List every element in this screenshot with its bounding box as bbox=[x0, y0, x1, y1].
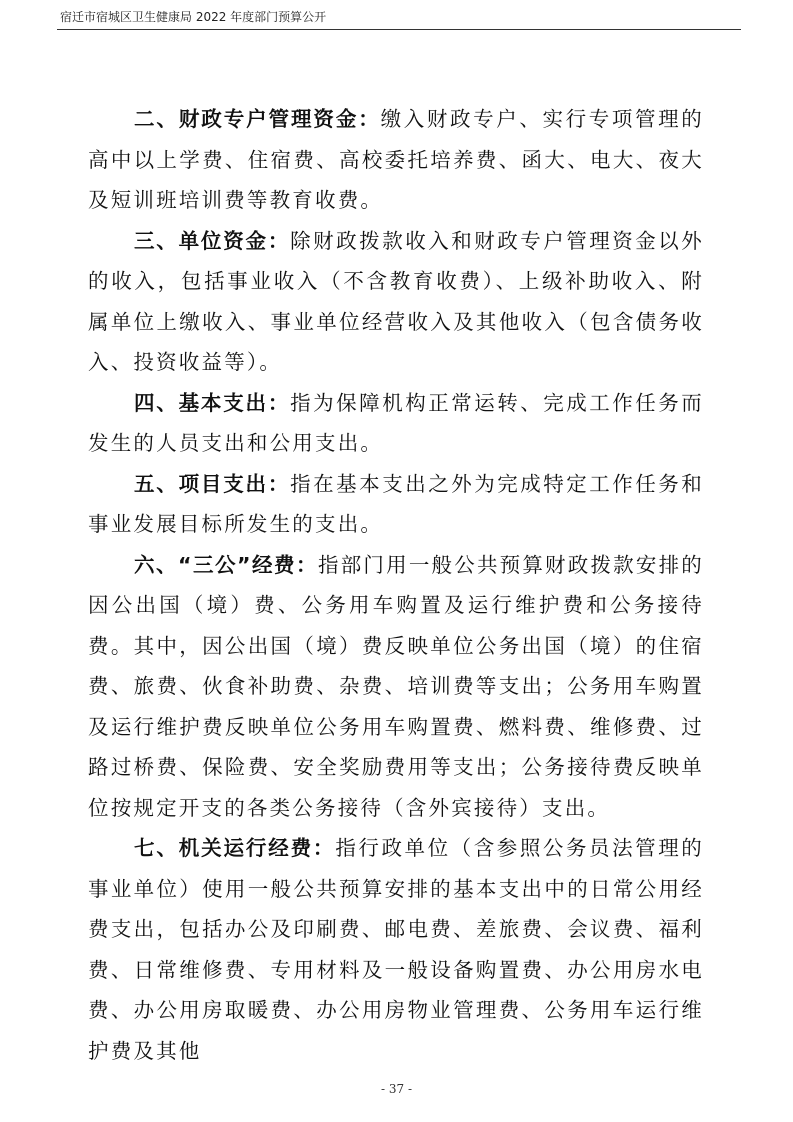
term-unit-funds: 三、单位资金： bbox=[134, 228, 291, 253]
definition-unit-funds: 除财政拨款收入和财政专户管理资金以外的收入，包括事业收入（不含教育收费）、上级补助收入、附属单位上缴收入、事业单位经营收入及其他收入（包含债务收入、投资收益等）。 bbox=[88, 228, 704, 374]
paragraph-operating-expenses bbox=[88, 828, 704, 1071]
header-rule bbox=[57, 29, 741, 30]
definition-project-expenditure: 指在基本支出之外为完成特定工作任务和事业发展目标所发生的支出。 bbox=[88, 471, 704, 536]
paragraph-special-account-funds bbox=[88, 99, 704, 221]
paragraph-three-public-expenses bbox=[88, 545, 704, 829]
paragraph-project-expenditure bbox=[88, 464, 704, 545]
term-operating-expenses: 七、机关运行经费： bbox=[134, 836, 336, 860]
definition-operating-expenses: 指行政单位（含参照公务员法管理的事业单位）使用一般公共预算安排的基本支出中的日常公用经费支出，包括办公及印刷费、邮电费、差旅费、会议费、福利费、日常维修费、专用材料及一般设备购置费、办公用房水电费、办公用房取暖费、办公用房物业管理费、公务用车运行维护费及其他 bbox=[88, 836, 705, 1063]
term-special-account-funds: 二、财政专户管理资金： bbox=[134, 107, 381, 131]
definition-three-public-expenses: 指部门用一般公共预算财政拨款安排的因公出国（境）费、公务用车购置及运行维护费和公务接待费。其中，因公出国（境）费反映单位公务出国（境）的住宿费、旅费、伙食补助费、杂费、培训费等支出；公务用车购置及运行维护费反映单位公务用车购置费、燃料费、维修费、过路过桥费、保险费、安全奖励费用等支出；公务接待费反映单位按规定开支的各类公务接待（含外宾接待）支出。 bbox=[88, 552, 704, 820]
paragraph-basic-expenditure bbox=[88, 383, 704, 464]
term-project-expenditure: 五、项目支出： bbox=[134, 471, 291, 496]
term-three-public-expenses: 六、“三公”经费： bbox=[134, 552, 318, 577]
page-header: 宿迁市宿城区卫生健康局 2022 年度部门预算公开 bbox=[60, 10, 327, 24]
page-number: - 37 - bbox=[380, 1082, 412, 1096]
term-basic-expenditure: 四、基本支出： bbox=[134, 390, 291, 415]
definition-basic-expenditure: 指为保障机构正常运转、完成工作任务而发生的人员支出和公用支出。 bbox=[88, 390, 704, 455]
document-body bbox=[88, 99, 704, 1071]
paragraph-unit-funds bbox=[88, 221, 704, 383]
definition-special-account-funds: 缴入财政专户、实行专项管理的高中以上学费、住宿费、高校委托培养费、函大、电大、夜大及短训班培训费等教育收费。 bbox=[88, 107, 704, 212]
